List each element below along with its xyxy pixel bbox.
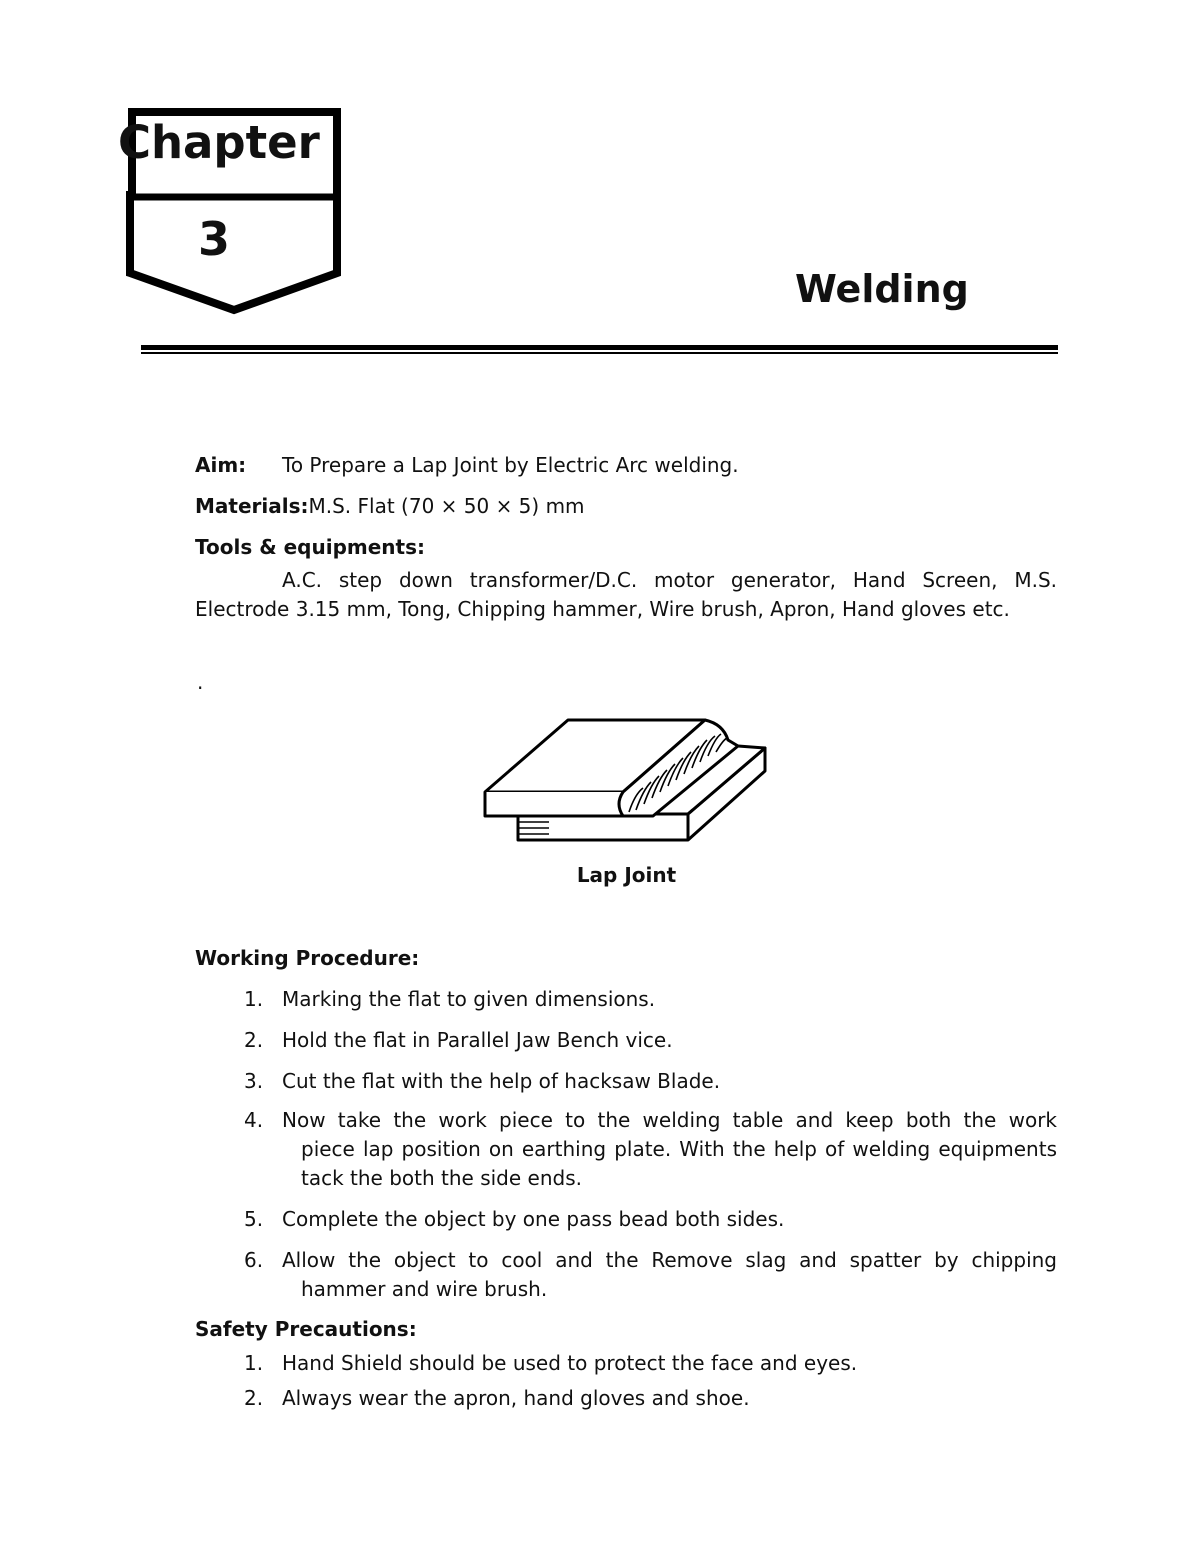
step-text: Cut the flat with the help of hacksaw Blade. (282, 1069, 721, 1093)
materials-row (195, 492, 585, 521)
step-number: 5. (244, 1207, 264, 1231)
procedure-heading: Working Procedure: (195, 946, 420, 970)
aim-row (195, 451, 739, 480)
chapter-label: Chapter (118, 116, 320, 169)
figure-caption: Lap Joint (576, 863, 677, 887)
step-text: Now take the work piece to the welding table and keep both the work (282, 1108, 1057, 1132)
step-text-block (282, 1246, 1057, 1304)
step-text: Allow the object to cool and the Remove slag and spatter by chipping (282, 1248, 1057, 1272)
lap-joint-figure (483, 716, 773, 851)
step-text-continued: piece lap position on earthing plate. With the help of welding equipments tack the both the side ends. (301, 1137, 1057, 1190)
title-rule-thick (141, 345, 1058, 350)
chapter-title: Welding (795, 267, 969, 311)
safety-heading: Safety Precautions: (195, 1317, 417, 1341)
step-number: 4. (244, 1108, 264, 1132)
step-number: 6. (244, 1248, 264, 1272)
precaution-number: 2. (244, 1386, 264, 1410)
tools-heading: Tools & equipments: (195, 535, 425, 559)
aim-text: To Prepare a Lap Joint by Electric Arc welding. (282, 453, 739, 477)
materials-label: Materials: (195, 494, 309, 518)
step-text: Complete the object by one pass bead both sides. (282, 1207, 785, 1231)
step-number: 1. (244, 987, 264, 1011)
step-text: Marking the flat to given dimensions. (282, 987, 656, 1011)
step-number: 3. (244, 1069, 264, 1093)
aim-label: Aim: (195, 453, 247, 477)
chapter-number: 3 (198, 212, 231, 266)
precaution-text: Hand Shield should be used to protect the face and eyes. (282, 1351, 858, 1375)
step-text: Hold the flat in Parallel Jaw Bench vice. (282, 1028, 673, 1052)
precaution-text: Always wear the apron, hand gloves and shoe. (282, 1386, 750, 1410)
tools-text: A.C. step down transformer/D.C. motor generator, Hand Screen, M.S. Electrode 3.15 mm, Tong, Chipping hammer, Wire brush, Apron, Hand gloves etc. (195, 568, 1057, 621)
stray-dot: . (197, 670, 204, 694)
step-number: 2. (244, 1028, 264, 1052)
title-rule-thin (141, 352, 1058, 354)
precaution-number: 1. (244, 1351, 264, 1375)
materials-text: M.S. Flat (70 × 50 × 5) mm (308, 494, 585, 518)
step-text-block (282, 1106, 1057, 1193)
step-text-continued: hammer and wire brush. (301, 1277, 548, 1301)
